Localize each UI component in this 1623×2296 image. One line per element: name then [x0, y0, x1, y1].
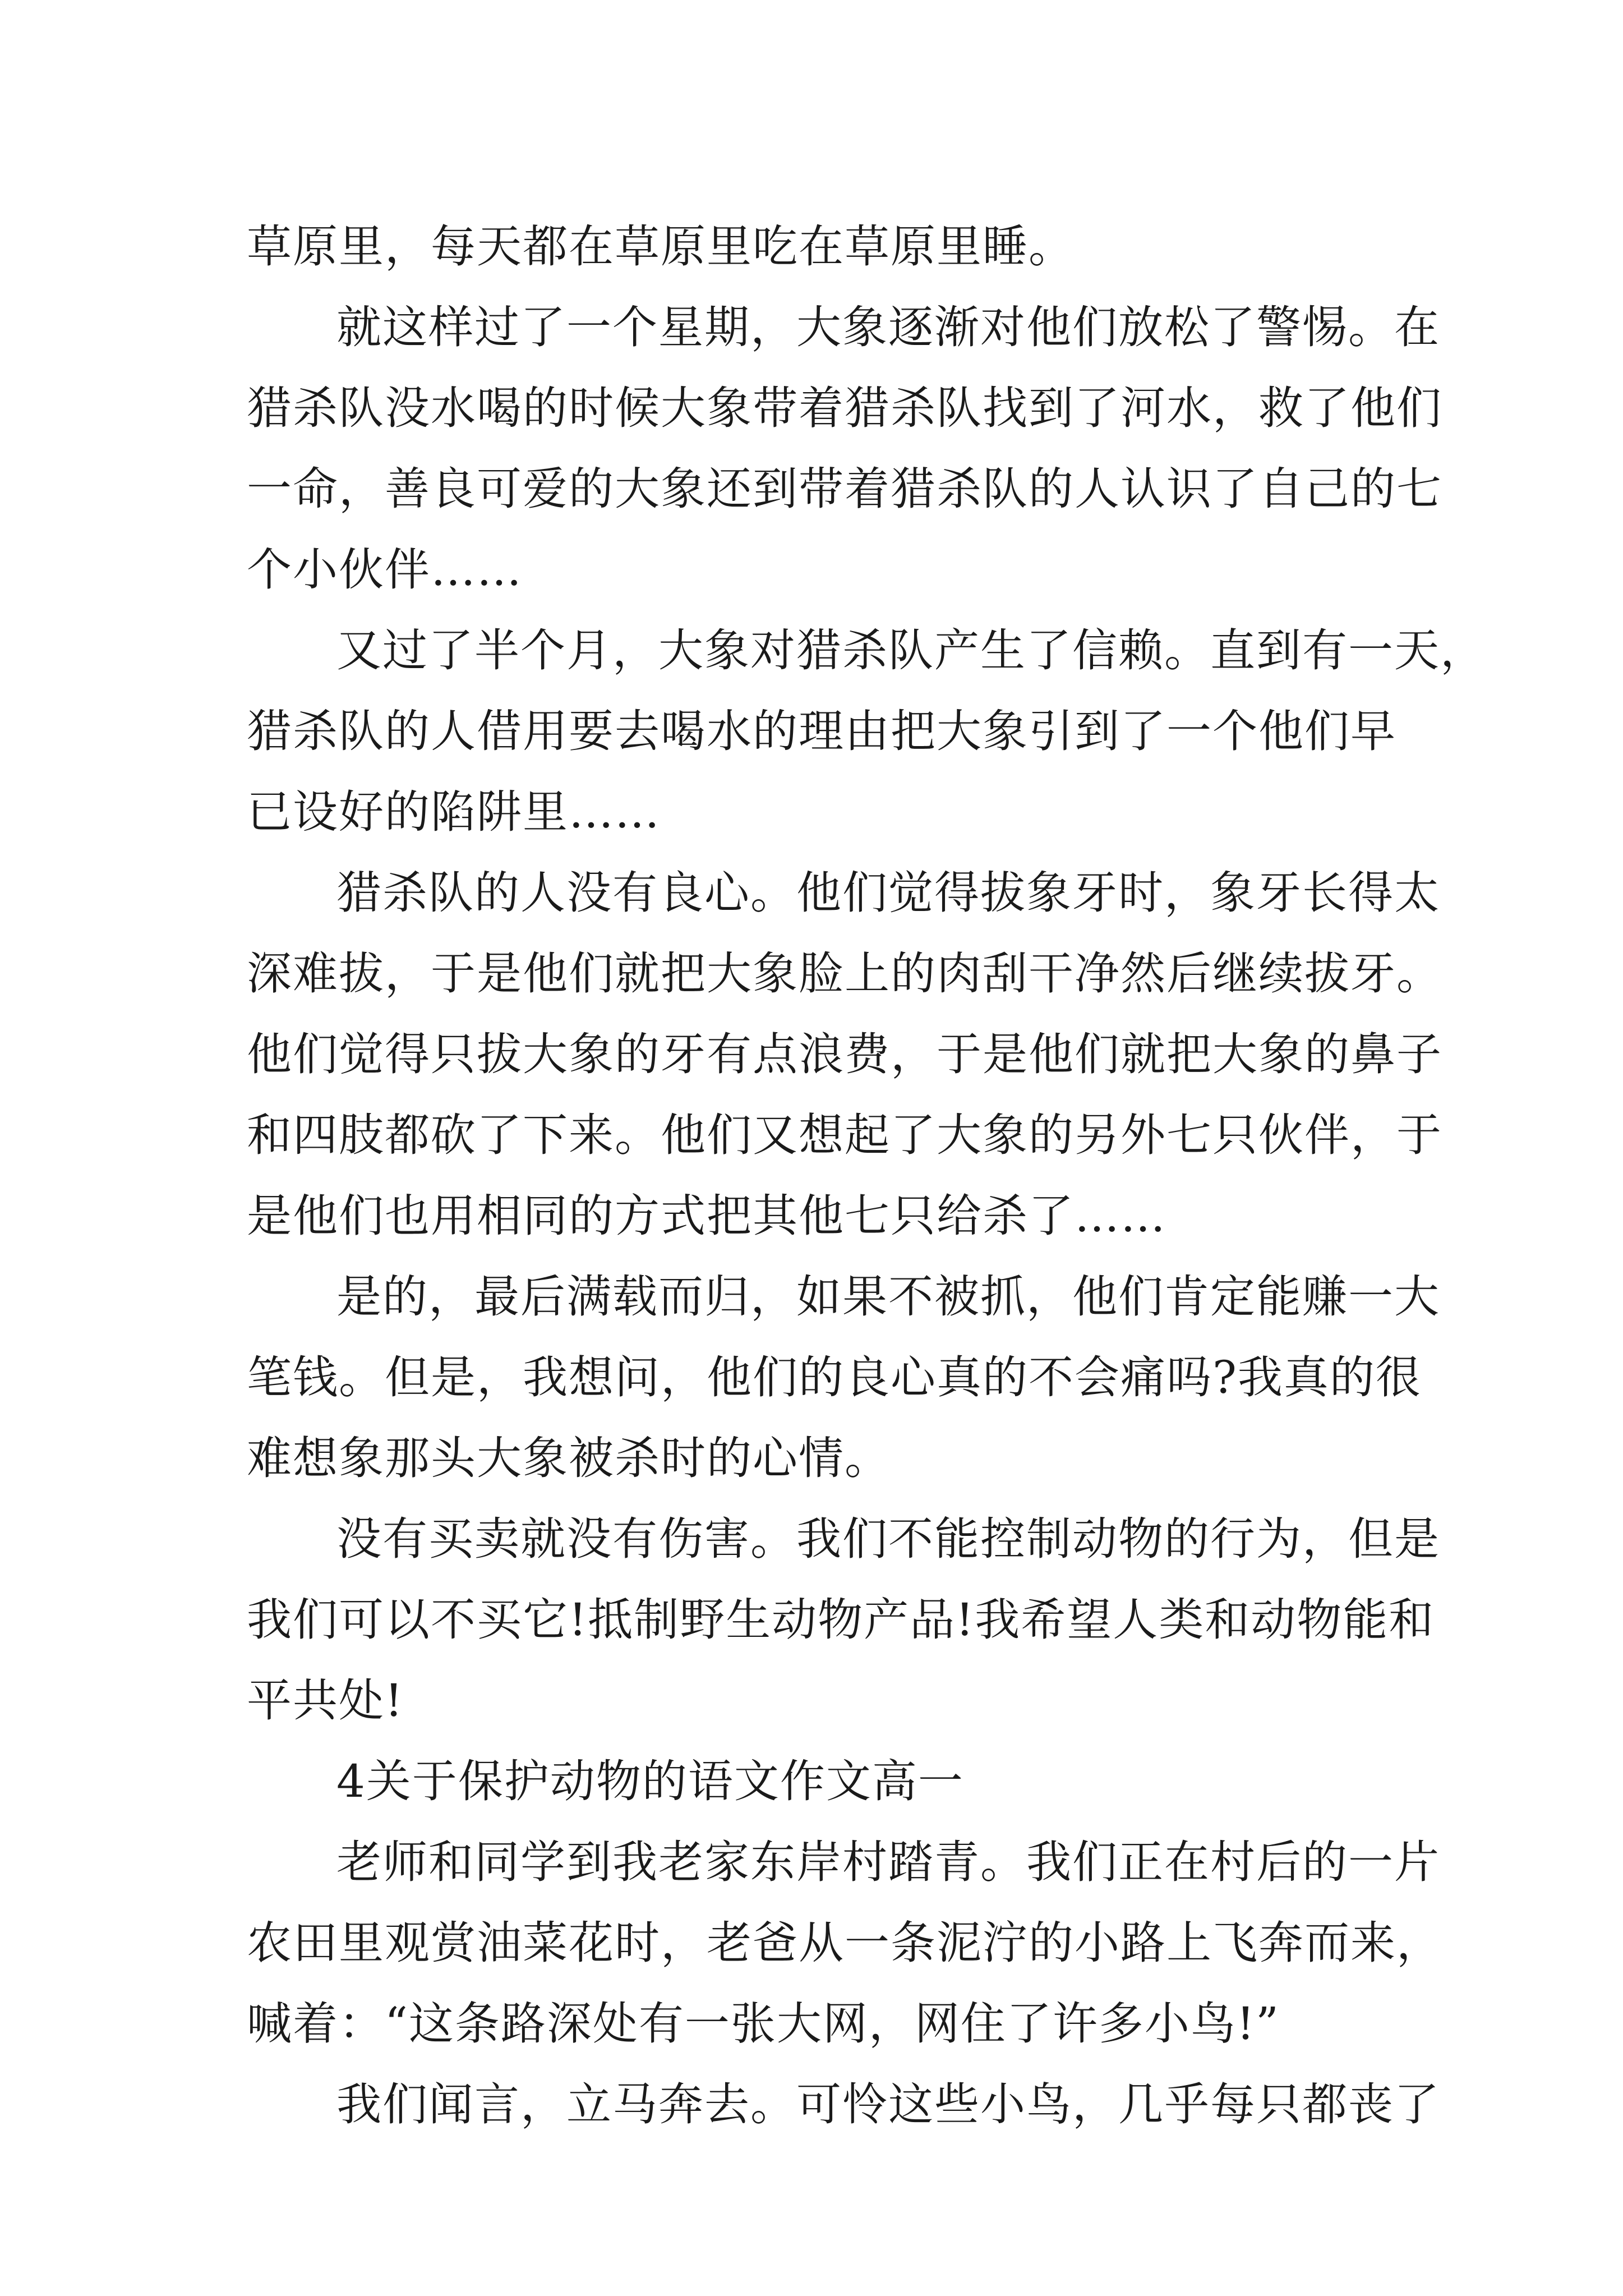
text-line-19: 平共处! — [247, 1674, 404, 1727]
text-line-15: 笔钱。但是，我想问，他们的良心真的不会痛吗?我真的很 — [247, 1351, 1422, 1404]
text-line-3: 猎杀队没水喝的时候大象带着猎杀队找到了河水，救了他们 — [247, 382, 1442, 434]
text-line-10: 深难拔，于是他们就把大象脸上的肉刮干净然后继续拔牙。 — [247, 947, 1442, 1000]
text-line-8: 已设好的陷阱里…… — [247, 786, 661, 838]
text-line-22: 农田里观赏油菜花时，老爸从一条泥泞的小路上飞奔而来， — [247, 1917, 1442, 1969]
text-line-21: 老师和同学到我老家东岸村踏青。我们正在村后的一片 — [336, 1836, 1440, 1888]
text-line-2: 就这样过了一个星期，大象逐渐对他们放松了警惕。在 — [336, 301, 1440, 353]
text-line-17: 没有买卖就没有伤害。我们不能控制动物的行为，但是 — [336, 1513, 1440, 1565]
section-heading: 4关于保护动物的语文作文高一 — [336, 1755, 964, 1807]
text-line-4: 一命，善良可爱的大象还到带着猎杀队的人认识了自己的七 — [247, 463, 1442, 515]
text-line-9: 猎杀队的人没有良心。他们觉得拔象牙时，象牙长得太 — [336, 867, 1440, 919]
text-line-23: 喊着：“这条路深处有一张大网，网住了许多小鸟!” — [247, 1998, 1280, 2050]
text-line-6: 又过了半个月，大象对猎杀队产生了信赖。直到有一天， — [336, 624, 1486, 677]
document-body — [247, 206, 1486, 2145]
text-line-5: 个小伙伴…… — [247, 544, 523, 596]
text-line-18: 我们可以不买它!抵制野生动物产品!我希望人类和动物能和 — [247, 1594, 1435, 1646]
text-line-24: 我们闻言，立马奔去。可怜这些小鸟，几乎每只都丧了 — [336, 2078, 1440, 2131]
text-line-16: 难想象那头大象被杀时的心情。 — [247, 1432, 891, 1484]
text-line-7: 猎杀队的人借用要去喝水的理由把大象引到了一个他们早 — [247, 705, 1396, 757]
text-line-14: 是的，最后满载而归，如果不被抓，他们肯定能赚一大 — [336, 1271, 1440, 1323]
text-line-13: 是他们也用相同的方式把其他七只给杀了…… — [247, 1190, 1166, 1242]
text-line-1: 草原里，每天都在草原里吃在草原里睡。 — [247, 220, 1075, 273]
text-line-12: 和四肢都砍了下来。他们又想起了大象的另外七只伙伴，于 — [247, 1109, 1442, 1161]
text-line-11: 他们觉得只拔大象的牙有点浪费，于是他们就把大象的鼻子 — [247, 1028, 1442, 1080]
